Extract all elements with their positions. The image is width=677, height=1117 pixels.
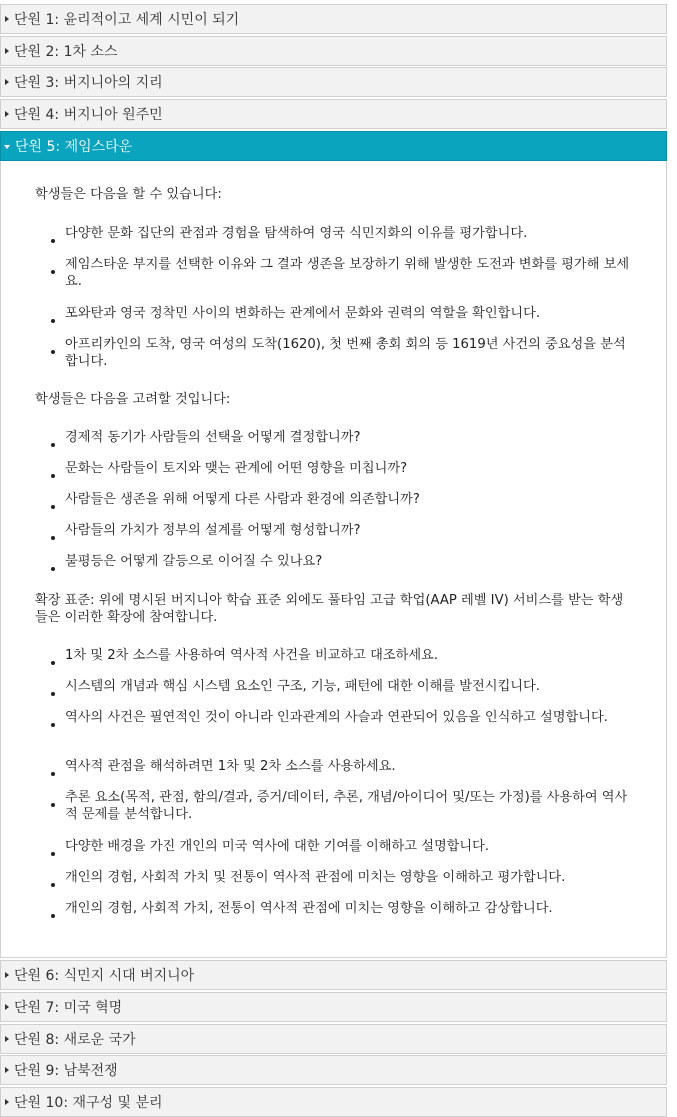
unit-4-header[interactable]	[0, 99, 667, 129]
list-item: 다양한 문화 집단의 관점과 경험을 탐색하여 영국 식민지화의 이유를 평가합니다.	[65, 226, 528, 241]
caret-right-icon	[5, 111, 9, 117]
bullet-icon	[51, 319, 55, 323]
bullet-icon	[51, 661, 55, 665]
list-item: 역사의 사건은 필연적인 것이 아니라 인과관계의 사슬과 연관되어 있음을 인식하고 설명합니다.	[65, 710, 608, 725]
unit-8-header[interactable]	[0, 1024, 667, 1054]
unit-5-label: 단원 5: 제임스타운	[15, 139, 133, 155]
unit-10-label: 단원 10: 재구성 및 분리	[14, 1095, 163, 1111]
bullet-icon	[51, 474, 55, 478]
caret-right-icon	[5, 79, 9, 85]
caret-right-icon	[5, 1004, 9, 1010]
list-item: 아프리카인의 도착, 영국 여성의 도착(1620), 첫 번째 총회 회의 등 1619년 사건의 중요성을 분석합니다.	[65, 337, 626, 369]
list-item: 1차 및 2차 소스를 사용하여 역사적 사건을 비교하고 대조하세요.	[65, 648, 438, 663]
unit-2-label: 단원 2: 1차 소스	[14, 44, 118, 60]
list-item: 시스템의 개념과 핵심 시스템 요소인 구조, 기능, 패턴에 대한 이해를 발전시킵니다.	[65, 679, 540, 694]
list-item: 개인의 경험, 사회적 가치 및 전통이 역사적 관점에 미치는 영향을 이해하고 평가합니다.	[65, 870, 566, 885]
caret-right-icon	[5, 972, 9, 978]
bullet-icon	[51, 883, 55, 887]
unit-1-label: 단원 1: 윤리적이고 세계 시민이 되기	[14, 12, 240, 28]
bullet-icon	[51, 239, 55, 243]
list-item: 사람들의 가치가 정부의 설계를 어떻게 형성합니까?	[65, 523, 361, 538]
unit-2-header[interactable]	[0, 36, 667, 66]
list-item: 경제적 동기가 사람들의 선택을 어떻게 결정합니까?	[65, 430, 361, 445]
unit-10-header[interactable]	[0, 1087, 667, 1117]
unit-4-label: 단원 4: 버지니아 원주민	[14, 107, 163, 123]
intro-consider: 학생들은 다음을 고려할 것입니다:	[35, 392, 231, 407]
unit-1-header[interactable]	[0, 4, 667, 34]
bullet-icon	[51, 567, 55, 571]
unit-9-header[interactable]	[0, 1055, 667, 1085]
caret-right-icon	[5, 16, 9, 22]
bullet-icon	[51, 723, 55, 727]
unit-6-header[interactable]	[0, 960, 667, 990]
bullet-icon	[51, 536, 55, 540]
caret-right-icon	[5, 1036, 9, 1042]
list-item: 역사적 관점을 해석하려면 1차 및 2차 소스를 사용하세요.	[65, 759, 396, 774]
caret-right-icon	[5, 1099, 9, 1105]
bullet-icon	[51, 505, 55, 509]
list-item: 제임스타운 부지를 선택한 이유와 그 결과 생존을 보장하기 위해 발생한 도전과 변화를 평가해 보세요.	[65, 257, 630, 289]
list-item: 문화는 사람들이 토지와 맺는 관계에 어떤 영향을 미칩니까?	[65, 461, 408, 476]
bullet-icon	[51, 443, 55, 447]
unit-5-header[interactable]	[0, 131, 667, 161]
bullet-icon	[51, 914, 55, 918]
bullet-icon	[51, 803, 55, 807]
list-item: 개인의 경험, 사회적 가치, 전통이 역사적 관점에 미치는 영향을 이해하고 감상합니다.	[65, 901, 553, 916]
intro-extension: 확장 표준: 위에 명시된 버지니아 학습 표준 외에도 풀타임 고급 학업(AAP 레벨 IV) 서비스를 받는 학생들은 이러한 확장에 참여합니다.	[35, 593, 624, 625]
intro-can-do: 학생들은 다음을 할 수 있습니다:	[35, 187, 222, 202]
unit-5-panel	[0, 161, 667, 958]
unit-3-header[interactable]	[0, 67, 667, 97]
list-item: 추론 요소(목적, 관점, 함의/결과, 증거/데이터, 추론, 개념/아이디어 및/또는 가정)를 사용하여 역사적 문제를 분석합니다.	[65, 790, 628, 822]
bullet-icon	[51, 350, 55, 354]
bullet-icon	[51, 852, 55, 856]
list-item: 사람들은 생존을 위해 어떻게 다른 사람과 환경에 의존합니까?	[65, 492, 420, 507]
list-item: 불평등은 어떻게 갈등으로 이어질 수 있나요?	[65, 554, 323, 569]
caret-right-icon	[5, 48, 9, 54]
caret-right-icon	[5, 1067, 9, 1073]
bullet-icon	[51, 270, 55, 274]
caret-down-icon	[4, 145, 10, 149]
unit-6-label: 단원 6: 식민지 시대 버지니아	[14, 968, 195, 984]
bullet-icon	[51, 692, 55, 696]
bullet-icon	[51, 772, 55, 776]
unit-8-label: 단원 8: 새로운 국가	[14, 1032, 136, 1048]
unit-7-label: 단원 7: 미국 혁명	[14, 1000, 123, 1016]
unit-3-label: 단원 3: 버지니아의 지리	[14, 75, 163, 91]
unit-9-label: 단원 9: 남북전쟁	[14, 1063, 118, 1079]
list-item: 포와탄과 영국 정착민 사이의 변화하는 관계에서 문화와 권력의 역할을 확인합니다.	[65, 306, 541, 321]
list-item: 다양한 배경을 가진 개인의 미국 역사에 대한 기여를 이해하고 설명합니다.	[65, 839, 490, 854]
unit-7-header[interactable]	[0, 992, 667, 1022]
